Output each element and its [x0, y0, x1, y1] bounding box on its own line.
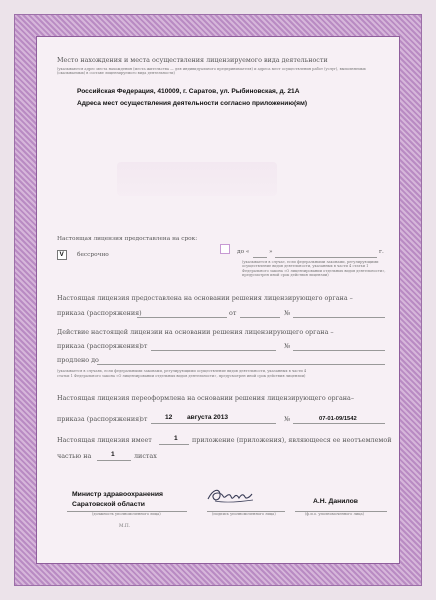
handwritten-signature	[205, 485, 260, 505]
place-hint: (указываются адрес места нахождения (места жительства — для индивидуального предпринимателя) и адреса мест осуществления работ (услуг), выполняемых (оказываемых) в составе лицензируемого вида деятельности)	[57, 67, 366, 76]
until-day-line	[253, 257, 267, 258]
number-line-3	[293, 423, 385, 424]
no-label-2: №	[284, 342, 291, 350]
reissue-month-year: августа 2013	[187, 414, 229, 421]
official-name: А.Н. Данилов	[313, 498, 358, 505]
part-label: частью на	[57, 452, 92, 460]
checkbox-mark: V	[59, 251, 64, 258]
annex-text-1: Настоящая лицензия имеет	[57, 436, 152, 444]
extended-hint: (указывается в случаях, если федеральными законами, регулирующими осуществление видов деятельности, указанных в части 4 статьи 1 Федерального закона «О лицензировании отдельных видов деятельности», предусмотрен иной срок действия лицензии)	[57, 369, 307, 378]
basis-text: Настоящая лицензия предоставлена на основании решения лицензирующего органа –	[57, 294, 353, 302]
date-line-2	[151, 350, 276, 351]
until-label: до «	[237, 249, 250, 255]
until-checkbox	[220, 244, 230, 254]
until-date-line	[275, 257, 377, 258]
order-label-2: приказа (распоряжения)	[57, 342, 142, 350]
reissued-text: Настоящая лицензия переоформлена на основании решения лицензирующего органа–	[57, 394, 355, 402]
order-label-3: приказа (распоряжения)	[57, 415, 142, 423]
address-line: Российская Федерация, 410009, г. Саратов, ул. Рыбиновская, д. 21А	[77, 88, 300, 95]
reissue-day: 12	[165, 414, 173, 421]
sheets-count: 1	[111, 451, 115, 458]
until-hint: (указывается в случае, если федеральными законами, регулирующими осуществление видов деятельности, указанных в части 4 статьи 1 Федерального закона «О лицензировании отдельных видов деятельности», предусмотрен иной срок действия лицензии)	[242, 260, 386, 278]
seal-label: М.П.	[119, 524, 131, 529]
ot-label-3: от	[140, 415, 148, 423]
no-label-3: №	[284, 415, 291, 423]
indefinite-label: бессрочно	[77, 252, 109, 258]
number-line-1	[293, 317, 385, 318]
no-label-1: №	[284, 309, 291, 317]
signature-hint: (подпись уполномоченного лица)	[212, 512, 276, 516]
extended-line	[97, 364, 385, 365]
annex-count: 1	[174, 435, 178, 442]
official-hint: (должность уполномоченного лица)	[92, 512, 161, 516]
watermark-emblem	[117, 162, 277, 196]
annex-text-2: приложение (приложения), являющееся ее неотъемлемой	[192, 436, 392, 444]
date-line-3	[151, 423, 276, 424]
term-label: Настоящая лицензия предоставлена на срок:	[57, 236, 198, 242]
ot-label-1: от	[229, 309, 237, 317]
place-heading: Место нахождения и места осуществления лицензируемого вида деятельности	[57, 56, 328, 64]
number-line-2	[293, 350, 385, 351]
official-title-2: Саратовской области	[72, 501, 145, 508]
reissue-number: 07-01-09/1542	[319, 416, 357, 422]
order-line-1	[137, 317, 227, 318]
quote-close: »	[269, 249, 273, 255]
date-line-1	[240, 317, 280, 318]
sheets-count-line	[97, 460, 131, 461]
annex-count-line	[159, 444, 189, 445]
extended-label: продлено до	[57, 356, 99, 364]
sheets-label: листах	[134, 452, 157, 460]
validity-text: Действие настоящей лицензии на основании решения лицензирующего органа –	[57, 328, 334, 336]
addresses-note: Адреса мест осуществления деятельности согласно приложению(ям)	[77, 100, 308, 107]
order-label-1: приказа (распоряжения)	[57, 309, 142, 317]
name-hint: (ф.и.о. уполномоченного лица)	[305, 512, 364, 516]
ot-label-2: от	[140, 342, 148, 350]
year-suffix: г.	[379, 249, 384, 255]
official-title-1: Министр здравоохранения	[72, 491, 163, 498]
